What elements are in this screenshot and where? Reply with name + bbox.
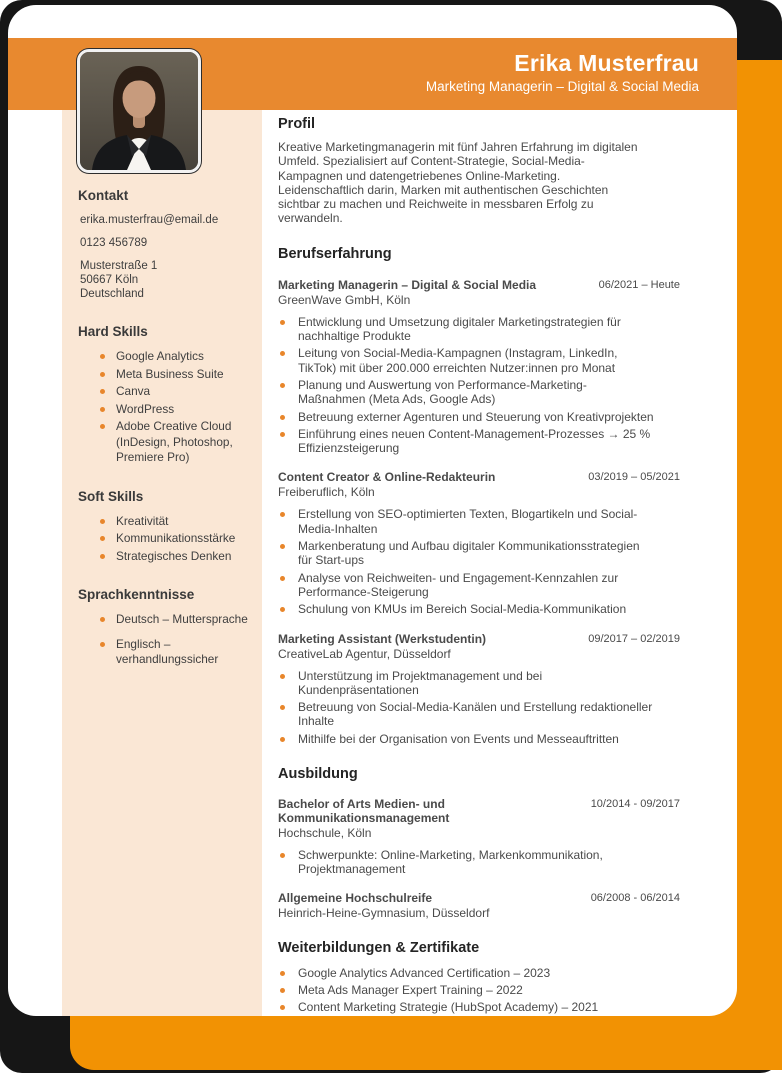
education-section — [278, 765, 680, 920]
school-name: Hochschule, Köln — [278, 826, 372, 841]
email-text: erika.musterfrau@email.de — [80, 214, 219, 226]
job-bullet-text: Schulung von KMUs im Bereich Social-Media-Kommunikation — [298, 602, 627, 617]
bullet-icon — [280, 1005, 285, 1010]
job-bullet — [278, 571, 654, 600]
skill-label: Google Analytics — [116, 349, 204, 363]
bullet-icon — [280, 988, 285, 993]
education-entry — [278, 797, 680, 877]
bullet-icon — [280, 576, 285, 581]
job-header — [278, 278, 680, 307]
soft-skills-section — [78, 489, 252, 565]
education-dates: 10/2014 - 09/2017 — [590, 798, 680, 811]
contact-heading: Kontakt — [78, 188, 129, 203]
experience-entries — [278, 278, 680, 746]
skill-item — [100, 514, 252, 530]
main-column — [278, 115, 680, 1016]
bullet-icon — [100, 536, 105, 541]
language-item — [100, 637, 252, 668]
hard-skills-list — [78, 349, 252, 466]
skill-label: Canva — [116, 384, 151, 398]
candidate-name: Erika Musterfrau — [514, 50, 699, 76]
job-bullet — [278, 427, 654, 456]
bullet-icon — [280, 512, 285, 517]
bullet-icon — [100, 372, 105, 377]
degree-title: Allgemeine Hochschulreife — [278, 890, 433, 905]
job-header — [278, 632, 680, 661]
address-block — [78, 259, 252, 301]
bullet-icon — [280, 432, 285, 437]
bullet-icon — [280, 320, 285, 325]
job-header — [278, 470, 680, 499]
bullet-icon — [280, 351, 285, 356]
certifications-section — [278, 939, 680, 1015]
education-entry — [278, 891, 680, 920]
hard-skills-section — [78, 324, 252, 466]
language-item — [100, 612, 252, 628]
job-company: Freiberuflich, Köln — [278, 485, 375, 500]
job-company: GreenWave GmbH, Köln — [278, 292, 411, 307]
skill-label: Meta Business Suite — [116, 366, 224, 381]
soft-skills-heading: Soft Skills — [78, 488, 144, 504]
job-bullet-text: Einführung eines neuen Content-Management-Prozesses → 25 % Effizienzsteigerung — [298, 426, 651, 456]
education-header — [278, 797, 680, 840]
soft-skills-list — [78, 514, 252, 565]
job-dates: 06/2021 – Heute — [598, 278, 680, 291]
experience-section — [278, 245, 680, 746]
job-bullet-text: Unterstützung im Projektmanagement und bei Kundenpräsentationen — [298, 668, 543, 697]
bullet-icon — [280, 971, 285, 976]
job-bullet-text: Betreuung externer Agenturen und Steuerung von Kreativprojekten — [298, 409, 654, 424]
skill-label: Strategisches Denken — [116, 548, 232, 563]
job-title: Content Creator & Online-Redakteurin — [278, 470, 496, 485]
address-line: Deutschland — [80, 288, 144, 300]
contact-section — [78, 188, 252, 301]
degree-title: Bachelor of Arts Medien- und Kommunikationsmanagement — [278, 797, 450, 826]
certification-item — [278, 983, 654, 997]
job-bullet — [278, 346, 654, 375]
bullet-icon — [100, 354, 105, 359]
job-bullet-text: Erstellung von SEO-optimierten Texten, Blogartikeln und Social-Media-Inhalten — [298, 507, 638, 536]
languages-list — [78, 612, 252, 668]
profile-text: Kreative Marketingmanagerin mit fünf Jahren Erfahrung im digitalen Umfeld. Spezialisiert auf Content-Strategie, Social-Media-Kampagnen und datengetriebenes Online-Marketing. Leidenschaftlich darin, Marken mit authentischen Geschichten sichtbar zu machen und Reichweite in messbaren Erfolg zu verwandeln. — [278, 140, 638, 226]
bullet-icon — [100, 407, 105, 412]
job-header-left — [278, 632, 486, 661]
education-bullets — [278, 848, 654, 877]
skill-item — [100, 402, 252, 418]
education-bullet — [278, 848, 654, 877]
bullet-icon — [280, 544, 285, 549]
candidate-title: Marketing Managerin – Digital & Social Media — [425, 79, 699, 94]
bullet-icon — [280, 607, 285, 612]
education-entries — [278, 797, 680, 920]
job-bullet-text: Mithilfe bei der Organisation von Events und Messeauftritten — [298, 731, 619, 746]
profile-heading: Profil — [278, 116, 316, 132]
skill-item — [100, 384, 252, 400]
experience-entry — [278, 278, 680, 456]
bullet-icon — [280, 705, 285, 710]
bullet-icon — [280, 853, 285, 858]
skill-label: Kommunikationsstärke — [116, 531, 236, 545]
portrait-illustration — [80, 52, 198, 170]
bullet-icon — [280, 415, 285, 420]
skill-item — [100, 349, 252, 365]
bullet-icon — [100, 389, 105, 394]
bullet-icon — [100, 519, 105, 524]
job-bullet — [278, 315, 654, 344]
job-bullet — [278, 507, 654, 536]
job-bullet-text: Planung und Auswertung von Performance-Marketing-Maßnahmen (Meta Ads, Google Ads) — [298, 377, 587, 407]
bullet-icon — [280, 383, 285, 388]
skill-label: Kreativität — [116, 513, 169, 528]
bullet-icon — [100, 424, 105, 429]
job-bullet — [278, 410, 654, 424]
experience-entry — [278, 632, 680, 746]
phone-text: 0123 456789 — [80, 237, 148, 249]
profile-photo — [77, 49, 201, 173]
job-dates: 03/2019 – 05/2021 — [588, 471, 680, 484]
experience-entry — [278, 470, 680, 616]
certification-text: Content Marketing Strategie (HubSpot Academy) – 2021 — [298, 1000, 599, 1015]
skill-item — [100, 531, 252, 547]
header-text — [426, 50, 699, 95]
job-title: Marketing Assistant (Werkstudentin) — [278, 631, 487, 646]
job-bullet — [278, 602, 654, 616]
job-company: CreativeLab Agentur, Düsseldorf — [278, 646, 451, 661]
bullet-icon — [100, 642, 105, 647]
skill-item — [100, 367, 252, 383]
skill-label: Adobe Creative Cloud (InDesign, Photoshop, Premiere Pro) — [116, 419, 233, 464]
education-header — [278, 891, 680, 920]
certification-text: Meta Ads Manager Expert Training – 2022 — [298, 982, 523, 997]
certifications-list — [278, 966, 654, 1015]
language-label: Englisch – verhandlungssicher — [116, 636, 219, 666]
job-bullet — [278, 669, 654, 698]
certification-item — [278, 966, 654, 980]
sidebar — [62, 110, 262, 1016]
education-heading: Ausbildung — [278, 766, 358, 783]
job-bullet — [278, 539, 654, 568]
education-header-left — [278, 797, 578, 840]
skill-item — [100, 549, 252, 565]
education-header-left — [278, 891, 489, 920]
job-header-left — [278, 278, 536, 307]
experience-heading: Berufserfahrung — [278, 245, 392, 262]
job-bullet-text: Entwicklung und Umsetzung digitaler Marketingstrategien für nachhaltige Produkte — [298, 314, 621, 344]
job-dates: 09/2017 – 02/2019 — [588, 632, 680, 645]
profile-section — [278, 115, 680, 226]
certifications-heading: Weiterbildungen & Zertifikate — [278, 939, 480, 956]
address-line: Musterstraße 1 — [80, 260, 158, 272]
job-bullets — [278, 507, 654, 616]
job-title: Marketing Managerin – Digital & Social Media — [278, 277, 537, 292]
job-bullet — [278, 732, 654, 746]
job-bullet-text: Betreuung von Social-Media-Kanälen und Erstellung redaktioneller Inhalte — [298, 700, 653, 729]
skill-label: WordPress — [116, 401, 175, 416]
languages-heading: Sprachkenntnisse — [78, 587, 195, 602]
language-label: Deutsch – Muttersprache — [116, 612, 248, 626]
certification-text: Google Analytics Advanced Certification – 2023 — [298, 965, 551, 980]
certification-item — [278, 1000, 654, 1014]
languages-section — [78, 587, 252, 668]
school-name: Heinrich-Heine-Gymnasium, Düsseldorf — [278, 905, 490, 920]
bullet-icon — [100, 554, 105, 559]
bullet-icon — [280, 737, 285, 742]
job-bullet-text: Markenberatung und Aufbau digitaler Kommunikationsstrategien für Start-ups — [298, 539, 640, 568]
job-bullet — [278, 700, 654, 729]
job-bullet-text: Analyse von Reichweiten- und Engagement-Kennzahlen zur Performance-Steigerung — [298, 570, 619, 599]
bullet-icon — [100, 617, 105, 622]
hard-skills-heading: Hard Skills — [78, 324, 148, 339]
job-bullet — [278, 378, 654, 407]
job-bullet-text: Leitung von Social-Media-Kampagnen (Instagram, LinkedIn, TikTok) mit über 200.000 erreichten Nutzer:innen pro Monat — [298, 346, 618, 375]
job-header-left — [278, 470, 495, 499]
education-dates: 06/2008 - 06/2014 — [590, 891, 680, 904]
job-bullets — [278, 315, 654, 456]
education-bullet-text: Schwerpunkte: Online-Marketing, Markenkommunikation, Projektmanagement — [298, 848, 603, 877]
address-line: 50667 Köln — [80, 274, 139, 286]
job-bullets — [278, 669, 654, 746]
bullet-icon — [280, 674, 285, 679]
cv-page — [8, 5, 737, 1016]
skill-item — [100, 419, 252, 466]
